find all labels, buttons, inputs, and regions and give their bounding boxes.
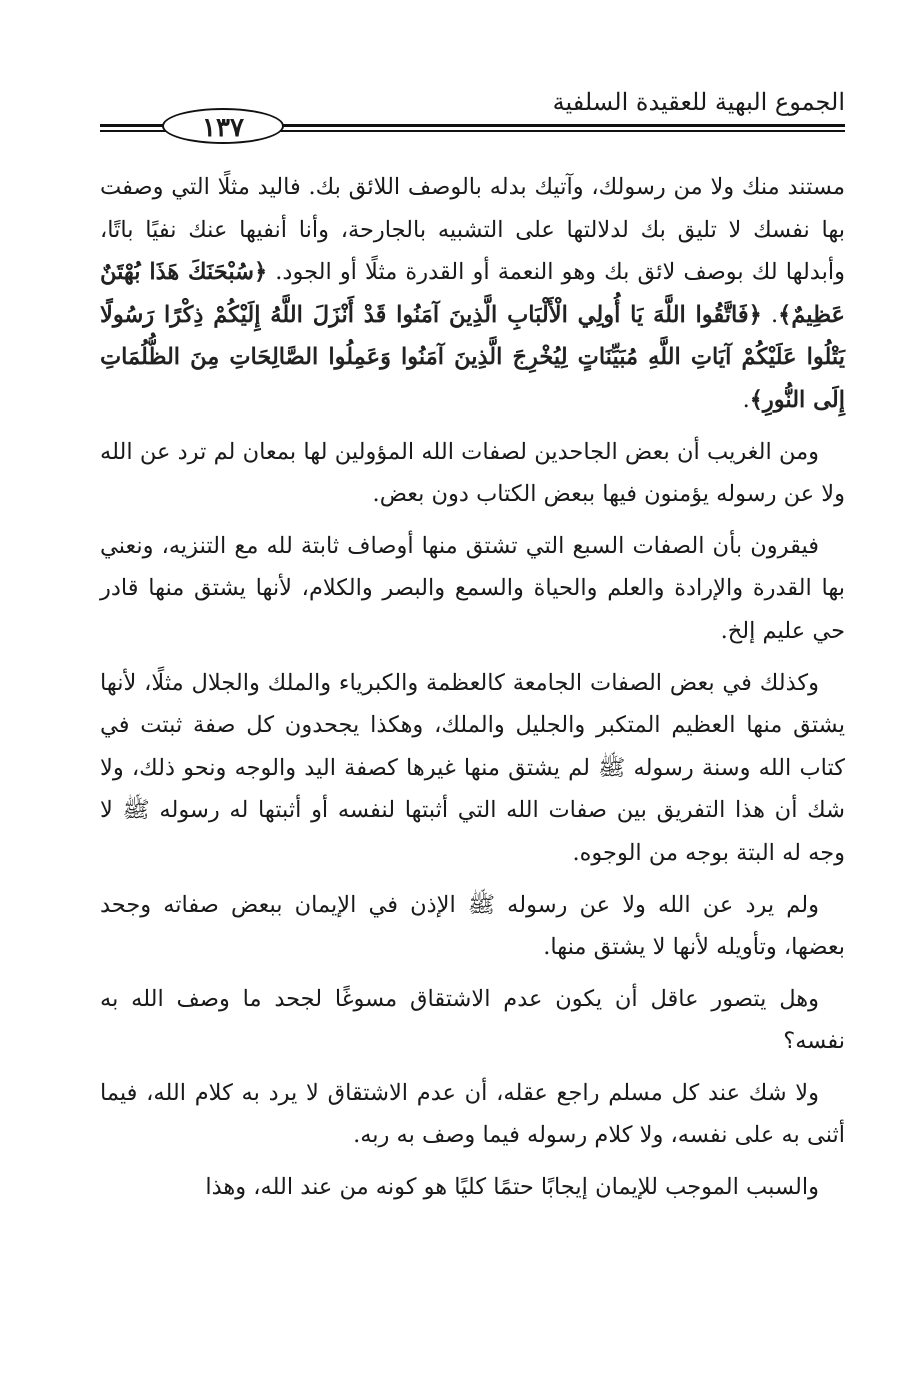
- paragraph: فيقرون بأن الصفات السبع التي تشتق منها أوصاف ثابتة لله مع التنزيه، ونعني بها القدرة والإرادة والعلم والحياة والسمع والبصر والكلام، لأنها يشتق منها قادر حي عليم إلخ.: [100, 532, 845, 644]
- quran-verse: ﴿فَاتَّقُوا اللَّهَ يَا أُولِي الْأَلْبَابِ الَّذِينَ آمَنُوا قَدْ أَنْزَلَ اللَّهُ إِلَيْكُمْ ذِكْرًا رَسُولًا يَتْلُوا عَلَيْكُمْ آيَاتِ اللَّهِ مُبَيِّنَاتٍ لِيُخْرِجَ الَّذِينَ آمَنُوا وَعَمِلُوا الصَّالِحَاتِ مِنَ الظُّلُمَاتِ إِلَى النُّورِ﴾: [100, 301, 845, 413]
- page-number-badge: ١٣٧: [162, 108, 284, 144]
- punctuation: .: [742, 386, 750, 413]
- paragraph-continued: [100, 166, 845, 422]
- book-title: الجموع البهية للعقيدة السلفية: [552, 88, 845, 116]
- paragraph: وكذلك في بعض الصفات الجامعة كالعظمة والكبرياء والملك والجلال مثلًا، لأنها يشتق منها العظيم المتكبر والجليل والملك، وهكذا يجحدون كل صفة ثبتت في كتاب الله وسنة رسوله ﷺ لم يشتق منها غيرها كصفة اليد والوجه ونحو ذلك، ولا شك أن هذا التفريق بين صفات الله التي أثبتها لنفسه أو أثبتها له رسوله ﷺ لا وجه له البتة بوجه من الوجوه.: [100, 669, 845, 866]
- running-header: [100, 78, 845, 148]
- paragraph: ومن الغريب أن بعض الجاحدين لصفات الله المؤولين لها بمعان لم ترد عن الله ولا عن رسوله يؤمنون فيها ببعض الكتاب دون بعض.: [100, 438, 845, 508]
- paragraph: ولم يرد عن الله ولا عن رسوله ﷺ الإذن في الإيمان ببعض صفاته وجحد بعضها، وتأويله لأنها لا يشتق منها.: [100, 891, 845, 961]
- punctuation: .: [761, 301, 779, 328]
- paragraph: ولا شك عند كل مسلم راجع عقله، أن عدم الاشتقاق لا يرد به كلام الله، فيما أثنى به على نفسه، ولا كلام رسوله فيما وصف به ربه.: [100, 1079, 845, 1149]
- page-body: [100, 166, 845, 1218]
- quran-verse: ﴿سُبْحَنَكَ هَذَا بُهْتَنٌ عَظِيمٌ﴾: [100, 259, 845, 328]
- paragraph: والسبب الموجب للإيمان إيجابًا حتمًا كليًا هو كونه من عند الله، وهذا: [205, 1174, 819, 1201]
- paragraph-text: مستند منك ولا من رسولك، وآتيك بدله بالوصف اللائق بك. فاليد مثلًا التي وصفت بها نفسك لا تليق بك لدلالتها على التشبيه بالجارحة، وأنا أنفيها عنك نفيًا باتًا، وأبدلها لك بوصف لائق بك وهو النعمة أو القدرة مثلًا أو الجود.: [100, 174, 845, 286]
- paragraph: وهل يتصور عاقل أن يكون عدم الاشتقاق مسوغًا لجحد ما وصف الله به نفسه؟: [100, 985, 845, 1055]
